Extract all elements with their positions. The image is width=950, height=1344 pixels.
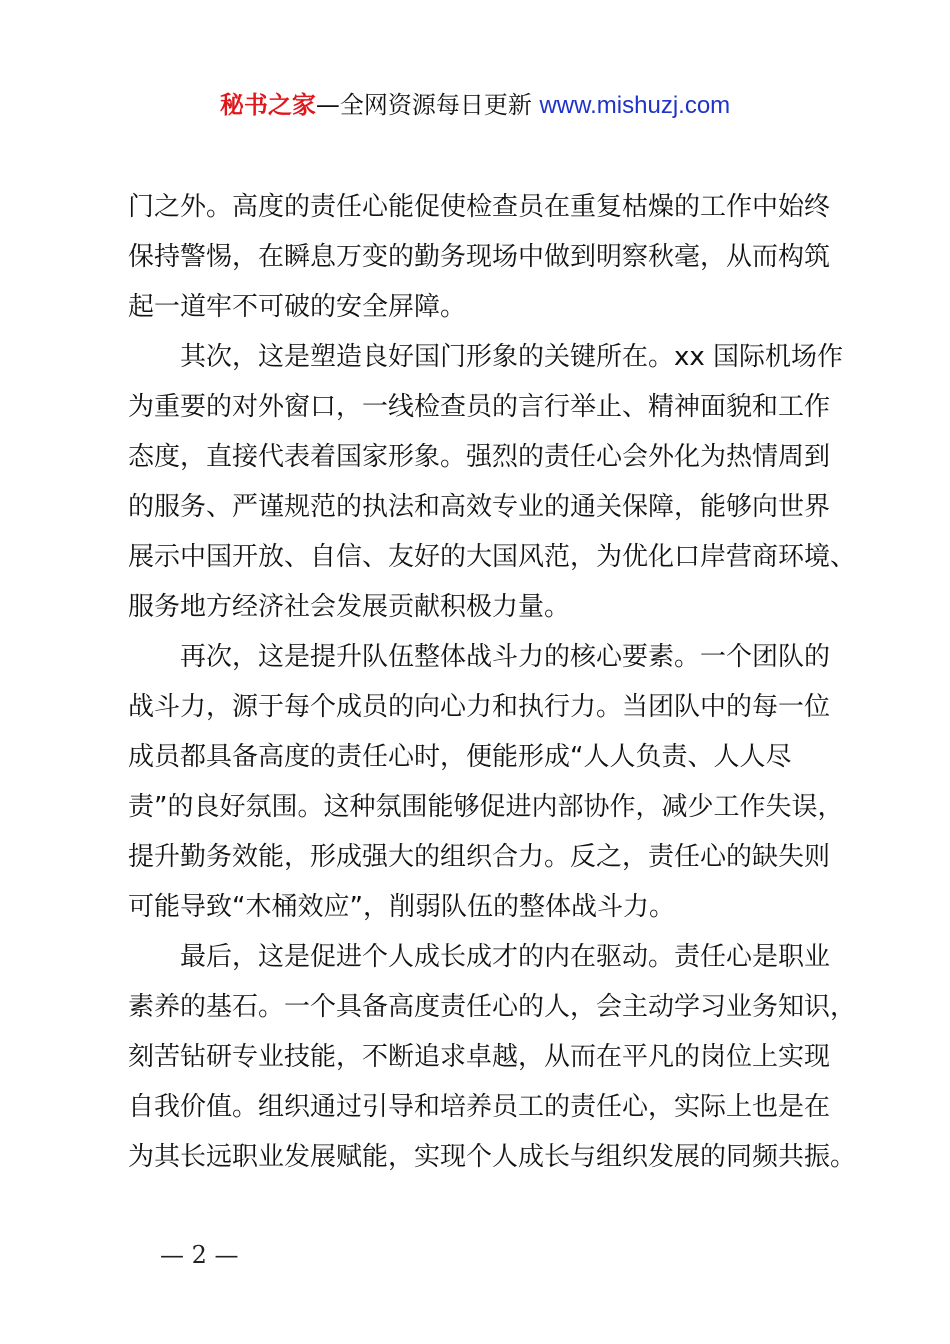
text-line: 成员都具备高度的责任心时，便能形成“人人负责、人人尽: [128, 742, 792, 772]
text-line: 素养的基石。一个具备高度责任心的人，会主动学习业务知识，: [128, 992, 857, 1022]
text-line: 的服务、严谨规范的执法和高效专业的通关保障，能够向世界: [128, 492, 831, 522]
page-number: — 2 —: [160, 1241, 239, 1269]
text-line: 责”的良好氛围。这种氛围能够促进内部协作，减少工作失误，: [128, 792, 844, 822]
text-line: 保持警惕，在瞬息万变的勤务现场中做到明察秋毫，从而构筑: [128, 242, 831, 272]
site-header: [0, 88, 950, 123]
text-line: 可能导致“木桶效应”，削弱队伍的整体战斗力。: [128, 892, 675, 922]
text-line: 刻苦钻研专业技能，不断追求卓越，从而在平凡的岗位上实现: [128, 1042, 831, 1072]
text-line: 门之外。高度的责任心能促使检查员在重复枯燥的工作中始终: [128, 192, 831, 222]
brand-name: 秘书之家: [219, 91, 316, 119]
paragraph-first-line: 其次，这是塑造良好国门形象的关键所在。xx 国际机场作: [180, 342, 844, 372]
site-url-link[interactable]: www.mishuzj.com: [539, 92, 731, 119]
text-line: 展示中国开放、自信、友好的大国风范，为优化口岸营商环境、: [128, 542, 857, 572]
text-line: 起一道牢不可破的安全屏障。: [128, 292, 467, 322]
text-line: 提升勤务效能，形成强大的组织合力。反之，责任心的缺失则: [128, 842, 831, 872]
paragraph-first-line: 再次，这是提升队伍整体战斗力的核心要素。一个团队的: [180, 642, 831, 672]
text-line: 战斗力，源于每个成员的向心力和执行力。当团队中的每一位: [128, 692, 831, 722]
document-body: [128, 182, 857, 1182]
text-line: 服务地方经济社会发展贡献积极力量。: [128, 592, 571, 622]
text-line: 为其长远职业发展赋能，实现个人成长与组织发展的同频共振。: [128, 1142, 857, 1172]
text-line: 态度，直接代表着国家形象。强烈的责任心会外化为热情周到: [128, 442, 831, 472]
text-line: 自我价值。组织通过引导和培养员工的责任心，实际上也是在: [128, 1092, 831, 1122]
paragraph-first-line: 最后，这是促进个人成长成才的内在驱动。责任心是职业: [180, 942, 831, 972]
text-line: 为重要的对外窗口，一线检查员的言行举止、精神面貌和工作: [128, 392, 831, 422]
header-tagline: —全网资源每日更新: [315, 91, 532, 119]
